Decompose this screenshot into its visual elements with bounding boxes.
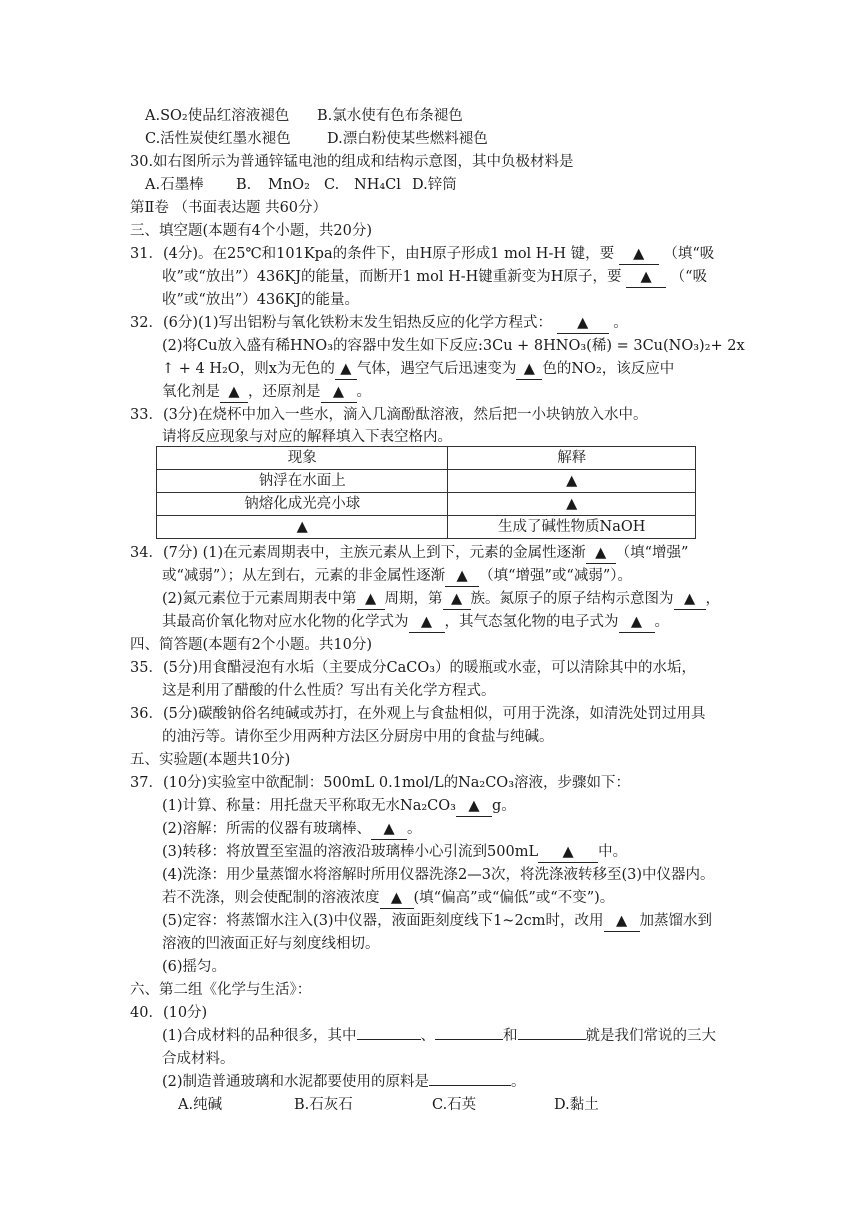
q40-head: 40．(10分) [130,1005,208,1021]
q35-line1: 35．(5分)用食醋浸泡有水垢（主要成分CaCO₃）的暖瓶或水壶，可以清除其中的水垢， [130,660,697,676]
q40-option-c: C.石英 [432,1097,477,1113]
q29-option-b: B.氯水使有色布条褪色 [317,108,463,124]
q34-text-4a: 其最高价氧化物对应水化物的化学式为 [162,614,409,630]
section5-title: 五、实验题(本题共10分) [130,752,291,768]
q32-line4 [162,382,371,403]
q30-option-b-letter: B. [236,177,252,193]
q30-option-a: A.石墨棒 [145,177,204,193]
q37-blank-2: ▲ [371,819,407,840]
q40-part1-line2: 合成材料。 [162,1051,235,1067]
q35-line2: 这是利用了醋酸的什么性质？写出有关化学方程式。 [162,683,496,699]
q37-blank-4: ▲ [380,888,414,909]
q34-blank-3: ▲ [357,589,385,610]
q29-option-c: C.活性炭使红墨水褪色 [145,131,291,147]
q31-line1 [130,244,714,265]
section3-title: 三、填空题(本题有4个小题，共20分) [130,223,372,239]
q32-blank-1: ▲ [557,313,609,334]
q32-line3 [162,359,674,380]
q32-text-3a: ↑ + 4 H₂O，则x为无色的 [162,361,335,377]
q30-option-d: D.锌筒 [412,177,457,193]
table-cell: ▲ [448,470,696,493]
q37-step4-line2 [162,888,614,909]
q34-blank-1: ▲ [586,543,616,564]
q37-step2 [162,819,422,840]
q32-blank-2: ▲ [335,359,357,380]
q37-text-5a: (5)定容：将蒸馏水注入(3)中仪器，液面距刻度线下1~2cm时，改用 [162,913,604,929]
q30-option-c-text: NH₄Cl [354,177,401,193]
q40-text-2b: 。 [511,1074,526,1090]
q40-text-1d: 就是我们常说的三大 [585,1028,717,1044]
q34-line3 [162,589,720,610]
q40-blank-4 [429,1085,511,1086]
q40-text-2a: (2)制造普通玻璃和水泥都要使用的原料是 [162,1074,430,1090]
q37-step1 [162,796,516,817]
q40-blank-2 [435,1039,503,1040]
q40-blank-3 [518,1039,586,1040]
q32-line2: (2)将Cu放入盛有稀HNO₃的容器中发生如下反应:3Cu + 8HNO₃(稀) = 3Cu(NO₃)₂+ 2x [162,338,745,354]
q29-option-a: A.SO₂使品红溶液褪色 [145,108,290,124]
q34-blank-4: ▲ [443,589,471,610]
section6-title: 六、第二组《化学与生活》： [130,982,312,998]
q37-text-5b: 加蒸馏水到 [639,913,713,929]
q30-option-c-letter: C. [324,177,340,193]
q32-text-3b: 气体，遇空气后迅速变为 [356,361,517,377]
q37-text-1b: g。 [491,798,516,814]
q33-table [156,446,696,539]
q30-option-b-text: MnO₂ [268,177,310,193]
table-row [157,470,696,493]
table-header-row [157,447,696,470]
q34-line2 [162,566,632,587]
q37-text-3a: (3)转移：将放置至室温的溶液沿玻璃棒小心引流到500mL [162,844,539,860]
q31-text-1a: 31．(4分)。在25℃和101Kpa的条件下，由H原子形成1 mol H-H 键，要 [130,246,615,262]
q33-line2: 请将反应现象与对应的解释填入下表空格内。 [162,429,452,445]
table-row [157,493,696,516]
q34-text-3c: 族。氮原子的原子结构示意图为 [470,591,674,607]
q34-text-3d: ， [705,591,721,607]
q34-text-3b: 周期，第 [384,591,443,607]
q37-blank-5: ▲ [604,911,640,932]
table-cell: ▲ [157,516,448,539]
q37-text-1a: (1)计算、称量：用托盘天平称取无水Na₂CO₃ [162,798,456,814]
q37-text-2a: (2)溶解：所需的仪器有玻璃棒、 [162,821,372,837]
q40-text-1b: 、 [420,1028,436,1044]
q32-blank-4: ▲ [220,382,248,403]
q30-stem: 30.如右图所示为普通锌锰电池的组成和结构示意图，其中负极材料是 [130,154,574,170]
q37-step5-line1 [162,911,712,932]
q34-text-2b: （填“增强”或“减弱”）。 [479,568,632,584]
q32-text-4b: ，还原剂是 [248,384,321,400]
q36-line1: 36．(5分)碳酸钠俗名纯碱或苏打，在外观上与食盐相似，可用于洗涤，如清洗处罚过用具 [130,706,706,722]
q32-text-1a: 32．(6分)(1)写出铝粉与氧化铁粉末发生铝热反应的化学方程式： [130,315,553,331]
q31-text-1b: （填“吸 [663,246,715,262]
table-cell: 生成了碱性物质NaOH [448,516,696,539]
q31-text-2b: （“吸 [670,269,708,285]
q40-text-1a: (1)合成材料的品种很多，其中 [162,1028,357,1044]
q31-text-2a: 收”或“放出”）436KJ的能量，而断开1 mol H-H键重新变为H原子，要 [162,269,622,285]
q40-option-a: A.纯碱 [178,1097,223,1113]
q34-text-1a: 34．(7分) (1)在元素周期表中，主族元素从上到下，元素的金属性逐渐 [130,545,586,561]
q37-text-4b: (填“偏高”或“偏低”或“不变”)。 [413,890,615,906]
q32-text-3c: 色的NO₂，该反应中 [542,361,675,377]
q40-part2 [162,1072,526,1092]
q34-blank-2: ▲ [445,566,479,587]
q37-text-2b: 。 [407,821,422,837]
q34-blank-7: ▲ [619,612,655,633]
q32-text-4c: 。 [356,384,371,400]
q34-line1 [130,543,688,564]
q32-text-4a: 氧化剂是 [162,384,220,400]
q34-text-4b: ，其气态氢化物的电子式为 [444,614,619,630]
q34-blank-5: ▲ [674,589,706,610]
q31-blank-2: ▲ [626,267,666,288]
q37-text-3b: 中。 [598,844,628,860]
q40-option-b: B.石灰石 [294,1097,353,1113]
section4-title: 四、简答题(本题有2个小题。共10分) [130,637,372,653]
q34-text-2a: 或“减弱”）；从左到右，元素的非金属性逐渐 [162,568,446,584]
q31-line2 [162,267,707,288]
q34-line4 [162,612,669,633]
table-row [157,516,696,539]
q40-text-1c: 和 [503,1028,518,1044]
q40-part1-line1 [162,1026,716,1046]
q32-line1 [130,313,628,334]
q32-blank-5: ▲ [321,382,357,403]
q31-blank-1: ▲ [619,244,659,265]
q37-line1: 37．(10分)实验室中欲配制：500mL 0.1mol/L的Na₂CO₃溶液，步骤如下： [130,775,631,791]
q37-step4-line1: (4)洗涤：用少量蒸馏水将溶解时所用仪器洗涤2—3次，将洗涤液转移至(3)中仪器内。 [162,867,715,883]
q36-line2: 的油污等。请你至少用两种方法区分厨房中用的食盐与纯碱。 [162,729,554,745]
table-header-explanation: 解释 [448,447,696,470]
q34-text-1b: （填“增强” [615,545,689,561]
q34-blank-6: ▲ [409,612,445,633]
q40-option-d: D.黏土 [554,1097,599,1113]
table-cell: 钠浮在水面上 [157,470,448,493]
q40-blank-1 [357,1039,421,1040]
q32-text-1b: 。 [613,315,628,331]
q34-text-4c: 。 [654,614,669,630]
q37-step6: (6)摇匀。 [162,959,227,975]
table-header-phenomenon: 现象 [157,447,448,470]
table-cell: 钠熔化成光亮小球 [157,493,448,516]
part2-title: 第Ⅱ卷 （书面表达题 共60分） [130,200,328,216]
q31-line3: 收”或“放出”）436KJ的能量。 [162,292,360,308]
q37-blank-3: ▲ [538,842,598,863]
q34-text-3a: (2)氮元素位于元素周期表中第 [162,591,357,607]
table-cell: ▲ [448,493,696,516]
q37-blank-1: ▲ [456,796,492,817]
q37-step5-line2: 溶液的凹液面正好与刻度线相切。 [162,936,380,952]
q33-line1: 33．(3分)在烧杯中加入一些水，滴入几滴酚酞溶液，然后把一小块钠放入水中。 [130,407,648,423]
q29-option-d: D.漂白粉使某些燃料褪色 [327,131,488,147]
q32-blank-3: ▲ [516,359,542,380]
q37-text-4a: 若不洗涤，则会使配制的溶液浓度 [162,890,380,906]
q37-step3 [162,842,627,863]
